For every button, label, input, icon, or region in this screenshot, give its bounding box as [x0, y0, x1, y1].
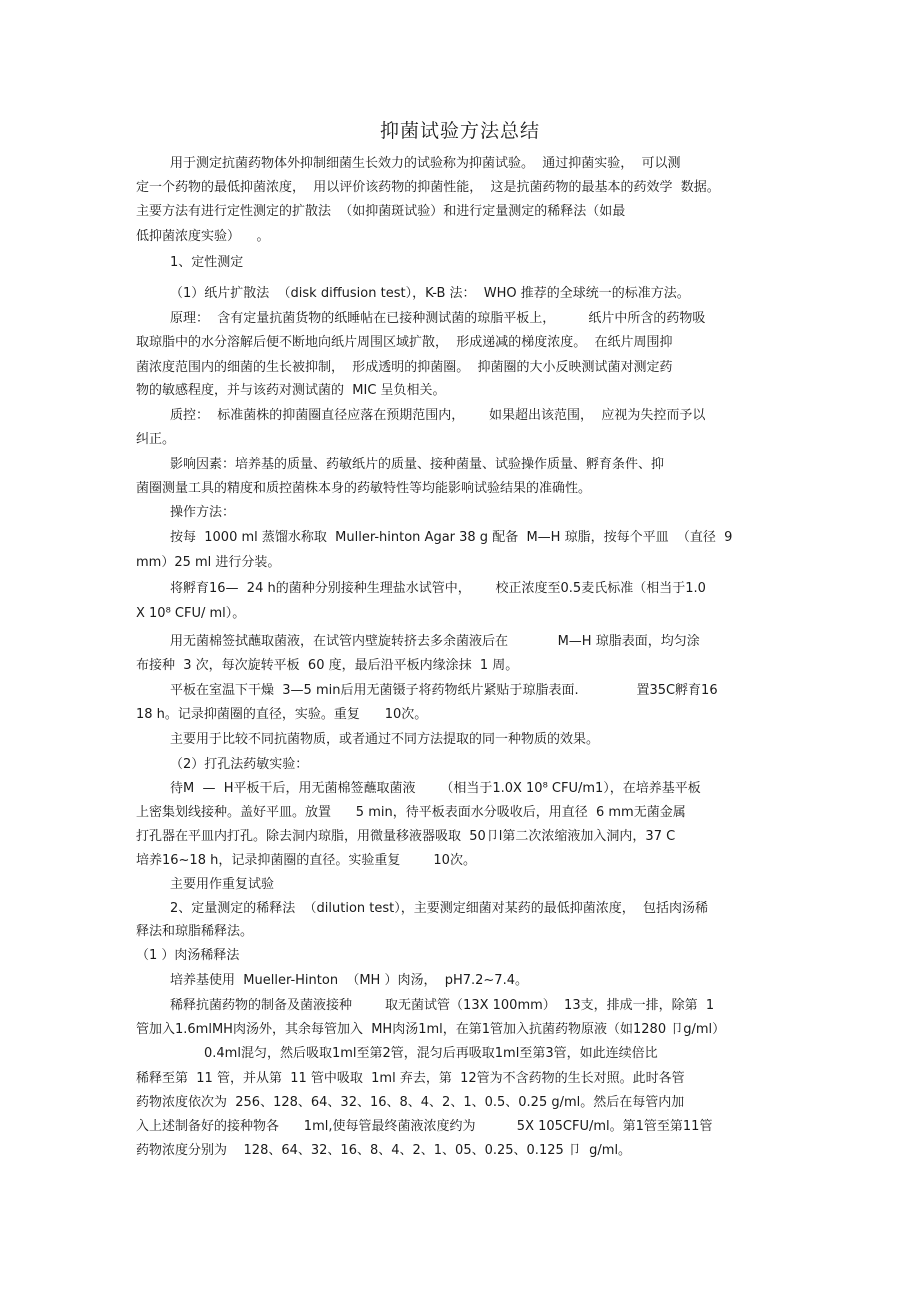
text-line: 主要用于比较不同抗菌物质，或者通过不同方法提取的同一种物质的效果。 — [170, 732, 600, 747]
text-line: 定一个药物的最低抑菌浓度， 用以评价该药物的抑菌性能， 这是抗菌药物的最基本的药效学 数据。 — [136, 180, 720, 195]
text-line: 药物浓度依次为 256、128、64、32、16、8、4、2、1、0.5、0.25 g/ml。然后在每管内加 — [136, 1095, 685, 1110]
text-line: 将孵育16— 24 h的菌种分别接种生理盐水试管中， 校正浓度至0.5麦氏标准（相当于1.0 — [170, 581, 706, 596]
text-line: 影响因素：培养基的质量、药敏纸片的质量、接种菌量、试验操作质量、孵育条件、抑 — [170, 457, 665, 472]
text-line: 稀释抗菌药物的制备及菌液接种 取无菌试管（13X 100mm） 13支，排成一排，除第 1 — [170, 998, 715, 1013]
text-line: 18 h。记录抑菌圈的直径，实验。重复 10次。 — [136, 707, 428, 722]
text-line: 布接种 3 次，每次旋转平板 60 度，最后沿平板内缘涂抹 1 周。 — [136, 658, 519, 673]
text-line: 0.4ml混匀，然后吸取1ml至第2管，混匀后再吸取1ml至第3管，如此连续倍比 — [204, 1046, 658, 1061]
text-line: 稀释至第 11 管，并从第 11 管中吸取 1ml 弃去，第 12管为不含药物的生长对照。此时各管 — [136, 1071, 685, 1086]
text-line: 上密集划线接种。盖好平皿。放置 5 min，待平板表面水分吸收后，用直径 6 mm无菌金属 — [136, 805, 686, 820]
text-line: 平板在室温下干燥 3—5 min后用无菌镊子将药物纸片紧贴于琼脂表面. 置35C孵育16 — [170, 683, 718, 698]
text-line: 管加入1.6mlMH肉汤外，其余每管加入 MH肉汤1ml，在第1管加入抗菌药物原液（如1280 卩g/ml） — [136, 1022, 726, 1037]
text-line: 培养16~18 h，记录抑菌圈的直径。实验重复 10次。 — [136, 853, 476, 868]
text-line: （1 ）肉汤稀释法 — [136, 948, 240, 963]
section-heading: 1、定性测定 — [170, 255, 244, 270]
text-line: （1）纸片扩散法 （disk diffusion test），K-B 法： WHO 推荐的全球统一的标准方法。 — [170, 286, 690, 301]
text-line: 原理： 含有定量抗菌货物的纸睡帖在已接种测试菌的琼脂平板上， 纸片中所含的药物吸 — [170, 311, 706, 326]
text-line: 打孔器在平皿内打孔。除去洞内琼脂，用微量移液器吸取 50卩l第二次浓缩液加入洞内，37 C — [136, 829, 676, 844]
text-line: 主要用作重复试验 — [170, 877, 275, 892]
text-line: 培养基使用 Mueller-Hinton （MH ）肉汤， pH7.2~7.4。 — [170, 973, 528, 988]
text-line: X 10⁸ CFU/ ml）。 — [136, 606, 246, 621]
text-line: 菌圈测量工具的精度和质控菌株本身的药敏特性等均能影响试验结果的准确性。 — [136, 481, 592, 496]
text-line: 入上述制备好的接种物各 1ml,使每管最终菌液浓度约为 5X 105CFU/ml。第1管至第11管 — [136, 1119, 713, 1134]
text-line: 待M — H平板干后，用无菌棉签蘸取菌液 （相当于1.0X 10⁸ CFU/m1），在培养基平板 — [170, 781, 701, 796]
text-line: 操作方法： — [170, 505, 236, 520]
text-line: mm）25 ml 进行分装。 — [136, 555, 281, 570]
text-line: （2）打孔法药敏实验： — [170, 757, 309, 772]
text-line: 药物浓度分别为 128、64、32、16、8、4、2、1、05、0.25、0.125 卩 g/ml。 — [136, 1143, 632, 1158]
text-line: 用于测定抗菌药物体外抑制细菌生长效力的试验称为抑菌试验。 通过抑菌实验， 可以测 — [170, 156, 681, 171]
text-line: 质控： 标准菌株的抑菌圈直径应落在预期范围内， 如果超出该范围， 应视为失控而予以 — [170, 408, 706, 423]
text-line: 按每 1000 ml 蒸馏水称取 Muller-hinton Agar 38 g 配备 M—H 琼脂，按每个平皿 （直径 9 — [170, 530, 733, 545]
text-line: 菌浓度范围内的细菌的生长被抑制， 形成透明的抑菌圈。 抑菌圈的大小反映测试菌对测定药 — [136, 360, 673, 375]
text-line: 取琼脂中的水分溶解后便不断地向纸片周围区域扩散， 形成递减的梯度浓度。 在纸片周围抑 — [136, 335, 673, 350]
section-heading: 2、定量测定的稀释法 （dilution test），主要测定细菌对某药的最低抑菌浓度， 包括肉汤稀 — [170, 901, 709, 916]
text-line: 用无菌棉签拭蘸取菌液，在试管内壁旋转挤去多余菌液后在 M—H 琼脂表面，均匀涂 — [170, 634, 700, 649]
text-line: 低抑菌浓度实验） 。 — [136, 229, 270, 244]
text-line: 纠正。 — [136, 432, 176, 447]
text-line: 主要方法有进行定性测定的扩散法 （如抑菌斑试验）和进行定量测定的稀释法（如最 — [136, 204, 626, 219]
document-title: 抑菌试验方法总结 — [379, 120, 540, 142]
text-line: 物的敏感程度，并与该药对测试菌的 MIC 呈负相关。 — [136, 383, 446, 398]
text-line: 释法和琼脂稀释法。 — [136, 924, 254, 939]
